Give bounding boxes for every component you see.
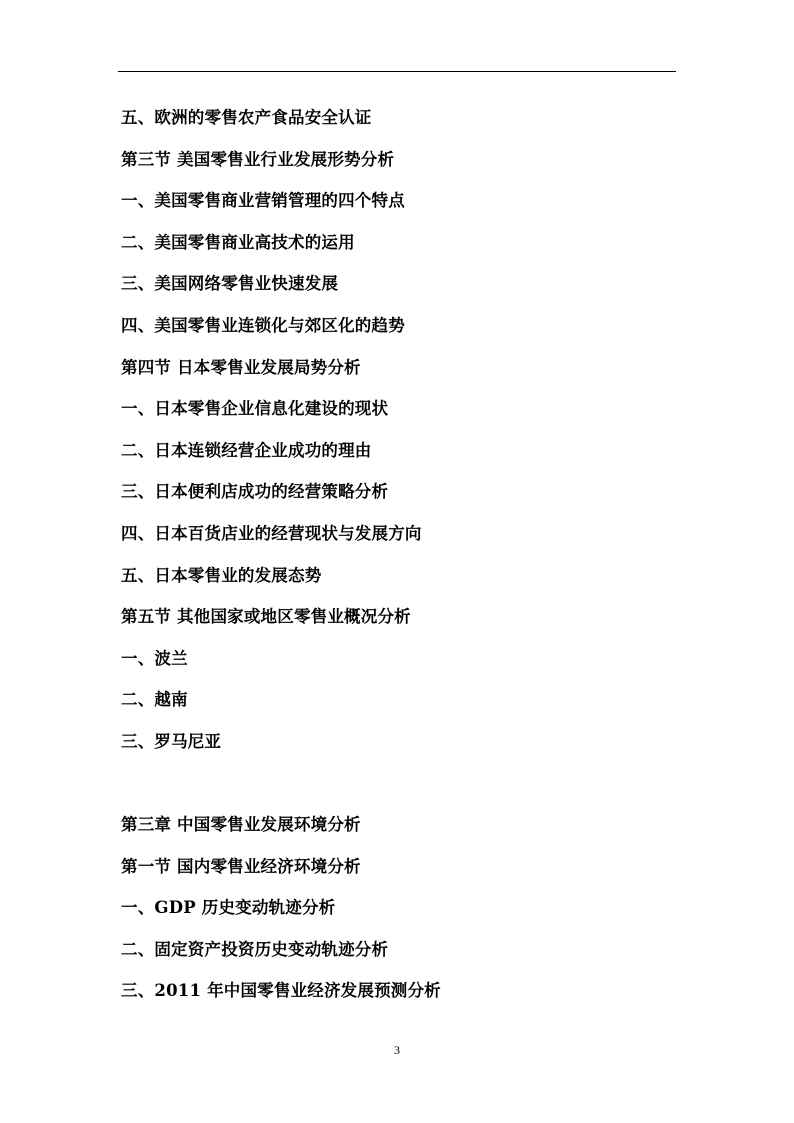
toc-item: 一、日本零售企业信息化建设的现状 (121, 399, 389, 419)
toc-item: 五、日本零售业的发展态势 (121, 565, 322, 585)
toc-item: 二、美国零售商业高技术的运用 (121, 232, 355, 252)
table-of-contents (121, 104, 681, 1019)
toc-item: 一、美国零售商业营销管理的四个特点 (121, 191, 405, 211)
toc-section-heading: 第四节 日本零售业发展局势分析 (121, 357, 361, 377)
toc-blank-line (121, 770, 681, 812)
page-number: 3 (394, 1043, 400, 1057)
toc-chapter-heading: 第三章 中国零售业发展环境分析 (121, 815, 361, 835)
toc-item: 三、2011 年中国零售业经济发展预测分析 (121, 981, 441, 1001)
toc-item: 四、美国零售业连锁化与郊区化的趋势 (121, 315, 405, 335)
toc-item: 三、日本便利店成功的经营策略分析 (121, 482, 389, 502)
toc-section-heading: 第五节 其他国家或地区零售业概况分析 (121, 607, 411, 627)
toc-item: 三、美国网络零售业快速发展 (121, 274, 339, 294)
toc-item: 四、日本百货店业的经营现状与发展方向 (121, 523, 422, 543)
toc-section-heading: 第三节 美国零售业行业发展形势分析 (121, 149, 395, 169)
toc-item: 一、GDP 历史变动轨迹分析 (121, 898, 336, 918)
toc-item: 二、越南 (121, 690, 188, 710)
toc-item: 五、欧洲的零售农产食品安全认证 (121, 108, 372, 127)
toc-section-heading: 第一节 国内零售业经济环境分析 (121, 856, 361, 876)
toc-item: 一、波兰 (121, 648, 188, 668)
toc-item: 二、固定资产投资历史变动轨迹分析 (121, 939, 389, 959)
toc-item: 二、日本连锁经营企业成功的理由 (121, 440, 372, 460)
toc-item: 三、罗马尼亚 (121, 731, 222, 751)
header-rule (118, 71, 676, 72)
